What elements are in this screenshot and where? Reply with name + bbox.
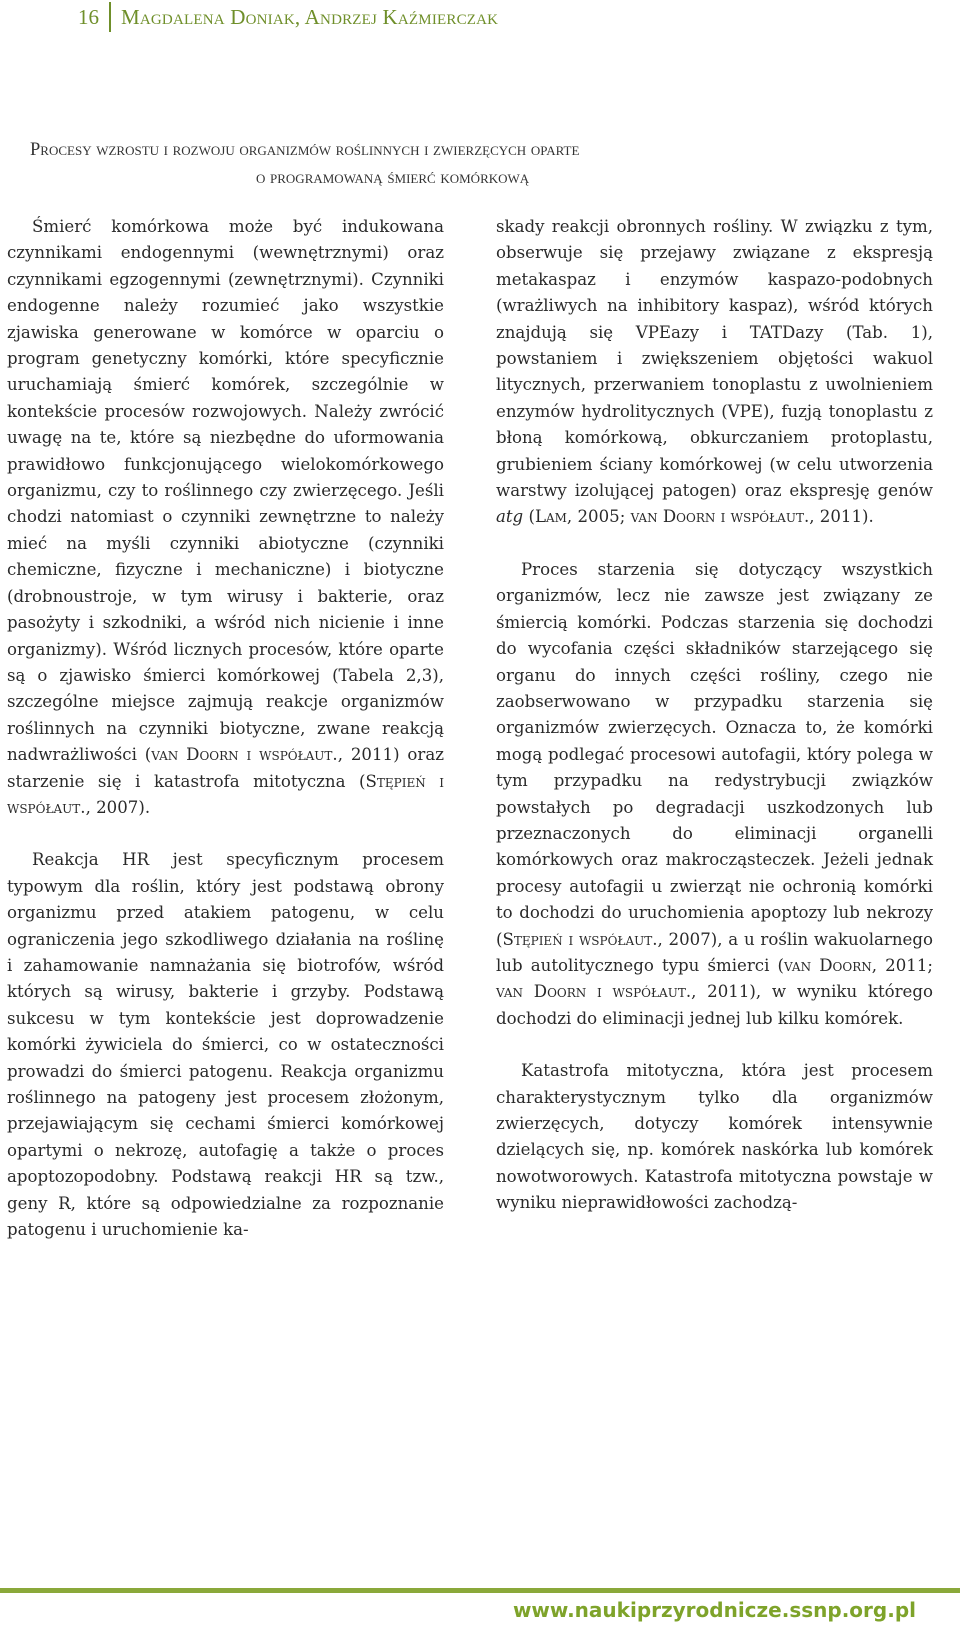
citation: Stępień i współaut.	[502, 929, 658, 949]
section-title-line2: o programowaną śmierć komórkową	[256, 168, 530, 188]
right-paragraph-3: Katastrofa mitotyczna, która jest procesem charakterystycznym tylko dla organizmów zwierzęcych, dotyczy komórek intensywnie dzielących się, np. komórek naskórka lub komórek nowotworowych. Katastrofa mitotyczna powstaje w wyniku nieprawidłowości zachodzą-	[496, 1061, 933, 1213]
right-paragraph-1	[496, 214, 933, 531]
right-p1-text-b: (	[523, 507, 535, 527]
citation: van Doorn	[784, 955, 872, 975]
left-column	[7, 214, 444, 1243]
page-number: 16	[78, 2, 111, 32]
left-p1-text-b: , 2011) oraz starzenie się i katastrofa mitotyczna (	[7, 745, 444, 791]
right-p2-text-d: , 2011), w wyniku którego dochodzi do eliminacji jednej lub kilku komórek.	[496, 982, 933, 1028]
right-p1-text-d: , 2011).	[809, 507, 874, 527]
section-title	[30, 136, 930, 192]
right-p2-text-c: , 2011;	[871, 955, 934, 975]
right-p2-text-a: Proces starzenia się dotyczący wszystkich organizmów, lecz nie zawsze jest związany ze śmiercią komórki. Podczas starzenia się dochodzi do wycofania części składników starzejącego się organu do innych części rośliny, czego nie zaobserwowano w przypadku starzenia się organizmów zwierzęcych. Oznacza to, że komórki mogą podlegać procesowi autofagii, który polega w tym przypadku na redystrybucji związków powstałych po degradacji uszkodzonych lub przeznaczonych do eliminacji organelli komórkowych oraz makrocząsteczek. Jeżeli jednak procesy autofagii u zwierząt nie ochronią komórki to dochodzi do uruchomienia apoptozy lub nekrozy (	[496, 559, 933, 949]
right-column	[496, 214, 933, 1217]
gene-name: atg	[496, 507, 524, 527]
right-p1-text-a: skady reakcji obronnych rośliny. W związku z tym, obserwuje się przejawy związane z ekspresją metakaspaz i enzymów kaspazo-podobnych (wrażliwych na inhibitory kaspaz), wśród których znajdują się VPEazy i TATDazy (Tab. 1), powstaniem i zwiększeniem objętości wakuol litycznych, przerwaniem tonoplastu z uwolnieniem enzymów hydrolitycznych (VPE), fuzją tonoplastu z błoną komórkową, obkurczaniem protoplastu, grubieniem ściany komórkowej (w celu utworzenia warstwy izolującej patogen) oraz ekspresję genów	[496, 217, 933, 501]
running-header-authors: Magdalena Doniak, Andrzej Kaźmierczak	[121, 4, 499, 29]
right-p2-text-b: , 2007), a u roślin wakuolarnego lub autolitycznego typu śmierci (	[496, 929, 933, 975]
section-title-line1: Procesy wzrostu i rozwoju organizmów roślinnych i zwierzęcych oparte	[30, 140, 580, 160]
left-p1-text-a: Śmierć komórkowa może być indukowana czynnikami endogennymi (wewnętrznymi) oraz czynnikami egzogennymi (zewnętrznymi). Czynniki endogenne należy rozumieć jako wszystkie zjawiska generowane w komórce w oparciu o program genetyczny komórki, które specyficznie uruchamiają śmierć komórek, szczególnie w kontekście procesów rozwojowych. Należy zwrócić uwagę na te, które są niezbędne do uformowania prawidłowo funkcjonującego wielokomórkowego organizmu, czy to roślinnego czy zwierzęcego. Jeśli chodzi natomiast o czynniki zewnętrzne to należy mieć na myśli czynniki abiotyczne (czynniki chemiczne, fizyczne i mechaniczne) i biotyczne (drobnoustroje, w tym wirusy i bakterie, oraz pasożyty i szkodniki, a wśród nich nicienie i inne organizmy). Wśród licznych procesów, które oparte są o zjawisko śmierci komórkowej (Tabela 2,3), szczególne miejsce zajmują reakcje organizmów roślinnych na czynniki biotyczne, zwane reakcją nadwrażliwości (	[7, 217, 444, 765]
citation: van Doorn i współaut.	[151, 745, 338, 765]
citation: Stępień i współaut.	[7, 771, 444, 817]
footer-url[interactable]: www.naukiprzyrodnicze.ssnp.org.pl	[512, 1598, 916, 1622]
left-paragraph-2: Reakcja HR jest specyficznym procesem typowym dla roślin, który jest podstawą obrony organizmu przed atakiem patogenu, w celu ograniczenia jego szkodliwego działania na roślinę i zahamowanie namnażania się biotrofów, wśród których są wirusy, bakterie i grzyby. Podstawą sukcesu w tym kontekście jest doprowadzenie komórki żywiciela do śmierci, co w ostateczności prowadzi do śmierci patogenu. Reakcja organizmu roślinnego na patogeny jest procesem złożonym, przejawiającym się cechami śmierci komórkowej opartymi o nekrozę, autofagię a także o proces apoptozopodobny. Podstawą reakcji HR są tzw., geny R, które są odpowiedzialne za rozpoznanie patogenu i uruchomienie ka-	[7, 850, 444, 1240]
citation: van Doorn i współaut.	[630, 507, 810, 527]
running-header	[78, 2, 498, 32]
right-paragraph-2	[496, 557, 933, 1032]
left-p1-text-c: , 2007).	[85, 797, 151, 817]
footer-rule	[0, 1588, 960, 1593]
right-p1-text-c: , 2005;	[566, 507, 631, 527]
left-paragraph-1	[7, 214, 444, 821]
citation: van Doorn i współaut.	[496, 982, 692, 1002]
citation: Lam	[534, 507, 567, 527]
